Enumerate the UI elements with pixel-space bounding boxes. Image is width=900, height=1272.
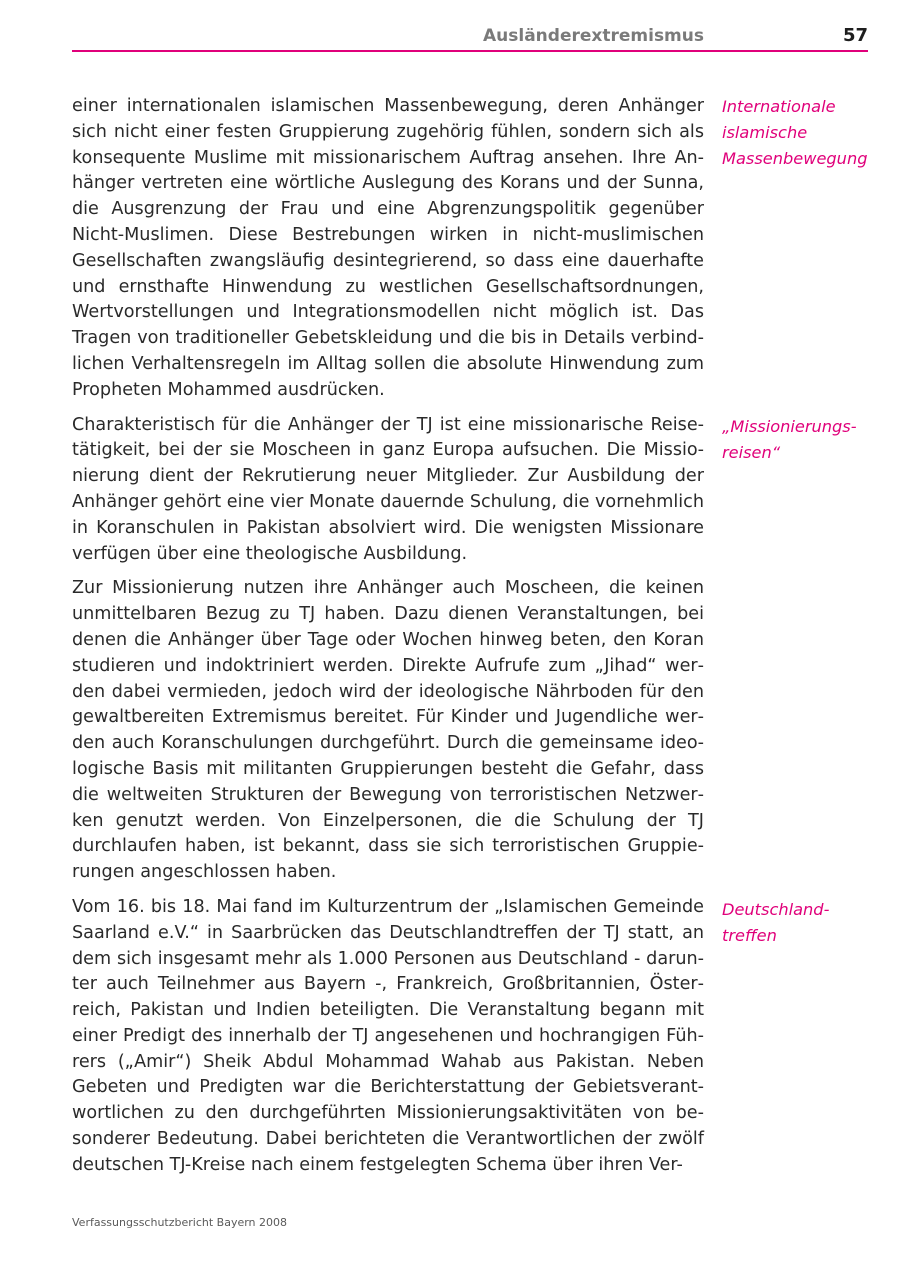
page-footer: Verfassungsschutzbericht Bayern 2008 (72, 1216, 288, 1229)
margin-note-line: Deutschland- (722, 900, 830, 919)
paragraph-mosque-recruitment: Zur Missionierung nutzen ihre Anhänger auch Moscheen, die keinen unmittelbaren Bezug zu TJ haben. Dazu dienen Veranstaltungen, bei denen die Anhänger über Tage oder Wochen hinweg beten, den Koran studieren und indoktriniert werden. Direkte Aufrufe zum „Jihad“ werden dabei vermieden, jedoch wird der ideologische Nährboden für den gewaltbereiten Extremismus bereitet. Für Kinder und Jugendliche werden auch Koranschulungen durchgeführt. Durch die gemeinsame ideologische Basis mit militanten Gruppierungen besteht die Gefahr, dass die weltweiten Strukturen der Bewegung von terroristischen Netzwerken genutzt werden. Von Einzelpersonen, die die Schulung der TJ durchlaufen haben, ist bekannt, dass sie sich terroristischen Gruppierungen angeschlossen haben. (72, 578, 704, 883)
margin-note-line: Massenbewegung (722, 148, 868, 168)
running-header-title: Ausländerextremismus (483, 26, 704, 46)
margin-note-deutschlandtreffen (722, 897, 882, 949)
margin-note-line: Internationale (722, 97, 836, 116)
margin-note-line: islamische (722, 122, 808, 142)
body-column (72, 94, 704, 1188)
margin-note-line: treffen (722, 925, 777, 945)
margin-note-internationale (722, 94, 882, 171)
paragraph-mission-travel: Charakteristisch für die Anhänger der TJ ist eine missionarische Reisetätigkeit, bei der sie Moscheen in ganz Europa aufsuchen. Die Missionierung dient der Rekrutierung neuer Mitglieder. Zur Ausbildung der Anhänger gehört eine vier Monate dauernde Schulung, die vornehmlich in Koranschulen in Pakistan absolviert wird. Die wenigsten Missionare verfügen über eine theologische Ausbildung. (72, 414, 704, 564)
paragraph-masses-movement: einer internationalen islamischen Massenbewegung, deren Anhänger sich nicht einer festen Gruppierung zugehörig fühlen, sondern sich als konsequente Muslime mit missionarischem Auftrag ansehen. Ihre Anhänger vertreten eine wörtliche Auslegung des Korans und der Sunna, die Ausgrenzung der Frau und eine Abgrenzungspolitik gegenüber Nicht-Muslimen. Diese Bestrebungen wirken in nicht-muslimischen Gesellschaften zwangsläufig desintegrierend, so dass eine dauerhafte und ernsthafte Hinwendung zu westlichen Gesellschaftsordnungen, Wertvorstellungen und Integrationsmodellen nicht möglich ist. Das Tragen von traditioneller Gebetskleidung und die bis in Details verbindlichen Verhaltensregeln im Alltag sollen die absolute Hinwendung zum Propheten Mohammed ausdrücken. (72, 96, 704, 400)
margin-note-line: „Missionierungs- (722, 417, 857, 436)
page-number: 57 (842, 25, 868, 46)
paragraph-germany-meeting: Vom 16. bis 18. Mai fand im Kulturzentrum der „Islamischen Gemeinde Saarland e.V.“ in Saarbrücken das Deutschlandtreffen der TJ statt, an dem sich insgesamt mehr als 1.000 Personen aus Deutschland - darunter auch Teilnehmer aus Bayern -, Frankreich, Großbritannien, Österreich, Pakistan und Indien beteiligten. Die Veranstaltung begann mit einer Predigt des innerhalb der TJ angesehenen und hochrangigen Führers („Amir“) Sheik Abdul Mohammad Wahab aus Pakistan. Neben Gebeten und Predigten war die Berichterstattung der Gebietsverantwortlichen zu den durchgeführten Missionierungsaktivitäten von besonderer Bedeutung. Dabei berichteten die Verantwortlichen der zwölf deutschen TJ-Kreise nach einem festgelegten Schema über ihren Ver- (72, 896, 704, 1175)
margin-note-missionierungsreisen (722, 414, 882, 466)
header-rule (72, 50, 868, 52)
margin-note-line: reisen“ (722, 442, 781, 462)
